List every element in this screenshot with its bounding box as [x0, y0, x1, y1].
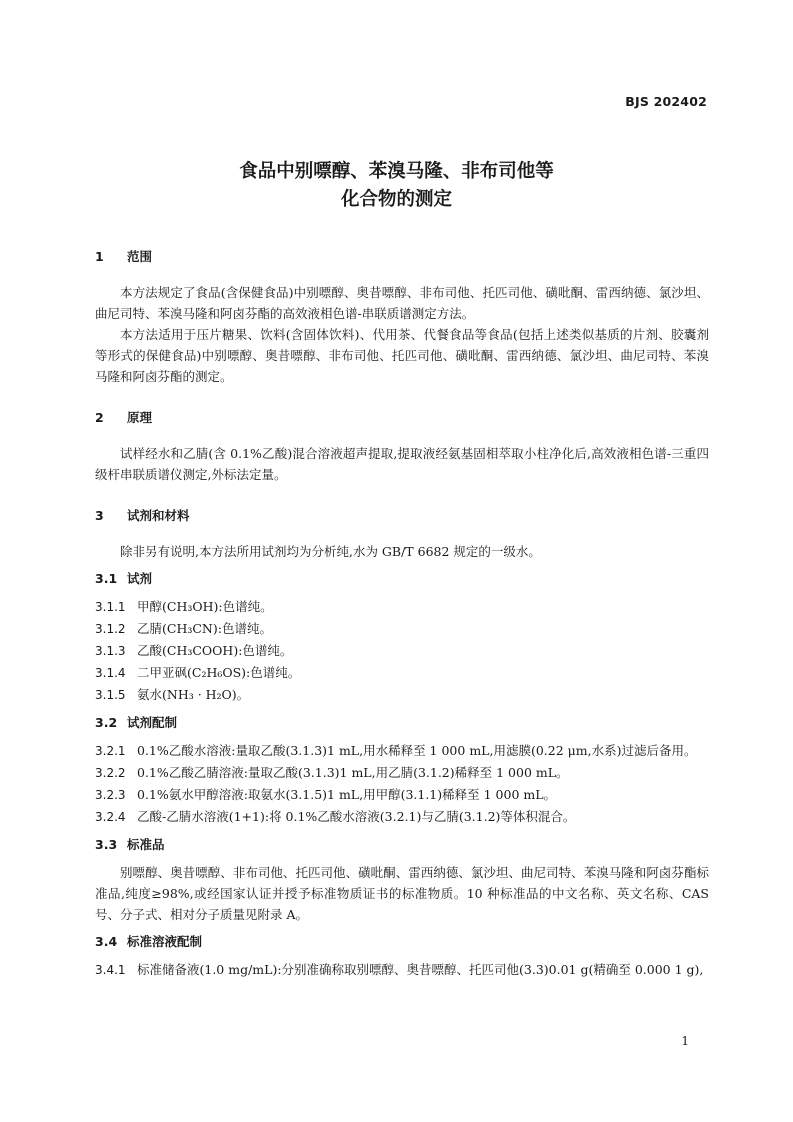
list-item	[95, 640, 709, 662]
document-title	[0, 158, 793, 214]
page-number: 1	[681, 1034, 689, 1048]
document-code: BJS 202402	[625, 94, 707, 109]
item-text: 乙腈(CH₃CN):色谱纯。	[137, 621, 272, 636]
item-number: 3.2.4	[95, 810, 126, 824]
item-number: 3.2.2	[95, 766, 126, 780]
section-2-heading	[95, 407, 709, 429]
section-1-paragraph-2: 本方法适用于压片糖果、饮料(含固体饮料)、代用茶、代餐食品等食品(包括上述类似基质的片剂、胶囊剂等形式的保健食品)中别嘌醇、奥昔嘌醇、非布司他、托匹司他、磺吡酮、雷西纳德、氯沙坦、曲尼司特、苯溴马隆和阿卤芬酯的测定。	[95, 327, 709, 384]
item-number: 3.1.3	[95, 644, 126, 658]
section-title: 范围	[127, 249, 153, 264]
section-3-4-heading	[95, 931, 709, 953]
item-text: 标准储备液(1.0 mg/mL):分别准确称取别嘌醇、奥昔嘌醇、托匹司他(3.3)0.01 g(精确至 0.000 1 g),	[137, 962, 704, 977]
subsection-title: 标准溶液配制	[127, 934, 203, 949]
list-item	[95, 684, 709, 706]
item-text: 二甲亚砜(C₂H₆OS):色谱纯。	[137, 665, 301, 680]
title-line-1: 食品中别嘌醇、苯溴马隆、非布司他等	[239, 161, 554, 182]
subsection-title: 试剂	[127, 571, 153, 586]
list-item	[95, 740, 709, 762]
section-title: 试剂和材料	[127, 508, 190, 523]
section-1-heading	[95, 246, 709, 268]
item-text: 0.1%乙酸水溶液:量取乙酸(3.1.3)1 mL,用水稀释至 1 000 mL,用滤膜(0.22 μm,水系)过滤后备用。	[137, 743, 697, 758]
section-title: 原理	[127, 410, 153, 425]
section-number: 1	[95, 249, 104, 264]
item-number: 3.1.4	[95, 666, 126, 680]
item-number: 3.1.1	[95, 600, 126, 614]
subsection-number: 3.4	[95, 934, 118, 949]
section-number: 2	[95, 410, 104, 425]
item-text: 0.1%乙酸乙腈溶液:量取乙酸(3.1.3)1 mL,用乙腈(3.1.2)稀释至 1 000 mL。	[137, 765, 569, 780]
section-number: 3	[95, 508, 104, 523]
subsection-number: 3.3	[95, 837, 118, 852]
section-3-3-heading	[95, 834, 709, 856]
subsection-title: 试剂配制	[127, 715, 178, 730]
item-number: 3.1.5	[95, 688, 126, 702]
item-number: 3.1.2	[95, 622, 126, 636]
section-3-1-heading	[95, 568, 709, 590]
subsection-title: 标准品	[127, 837, 165, 852]
title-line-2: 化合物的测定	[340, 189, 452, 210]
section-1-paragraph-1: 本方法规定了食品(含保健食品)中别嘌醇、奥昔嘌醇、非布司他、托匹司他、磺吡酮、雷西纳德、氯沙坦、曲尼司特、苯溴马隆和阿卤芬酯的高效液相色谱-串联质谱测定方法。	[95, 285, 709, 321]
list-item	[95, 784, 709, 806]
section-3-heading	[95, 505, 709, 527]
item-text: 甲醇(CH₃OH):色谱纯。	[137, 599, 273, 614]
item-text: 氨水(NH₃ · H₂O)。	[137, 687, 250, 702]
item-number: 3.2.1	[95, 744, 126, 758]
section-3-3-paragraph: 别嘌醇、奥昔嘌醇、非布司他、托匹司他、磺吡酮、雷西纳德、氯沙坦、曲尼司特、苯溴马隆和阿卤芬酯标准品,纯度≥98%,或经国家认证并授予标准物质证书的标准物质。10 种标准品的中文名称、英文名称、CAS 号、分子式、相对分子质量见附录 A。	[95, 865, 709, 922]
list-item	[95, 806, 709, 828]
subsection-number: 3.1	[95, 571, 118, 586]
list-item	[95, 596, 709, 618]
section-3-paragraph-1: 除非另有说明,本方法所用试剂均为分析纯,水为 GB/T 6682 规定的一级水。	[120, 544, 541, 559]
item-number: 3.4.1	[95, 963, 126, 977]
item-number: 3.2.3	[95, 788, 126, 802]
section-3-2-heading	[95, 712, 709, 734]
document-body	[95, 246, 709, 981]
section-2-paragraph-1: 试样经水和乙腈(含 0.1%乙酸)混合溶液超声提取,提取液经氨基固相萃取小柱净化后,高效液相色谱-三重四级杆串联质谱仪测定,外标法定量。	[95, 446, 709, 482]
item-text: 乙酸(CH₃COOH):色谱纯。	[137, 643, 293, 658]
list-item	[95, 618, 709, 640]
list-item	[95, 959, 709, 981]
subsection-number: 3.2	[95, 715, 118, 730]
item-text: 乙酸-乙腈水溶液(1+1):将 0.1%乙酸水溶液(3.2.1)与乙腈(3.1.2)等体积混合。	[137, 809, 576, 824]
list-item	[95, 662, 709, 684]
item-text: 0.1%氨水甲醇溶液:取氨水(3.1.5)1 mL,用甲醇(3.1.1)稀释至 1 000 mL。	[137, 787, 557, 802]
list-item	[95, 762, 709, 784]
